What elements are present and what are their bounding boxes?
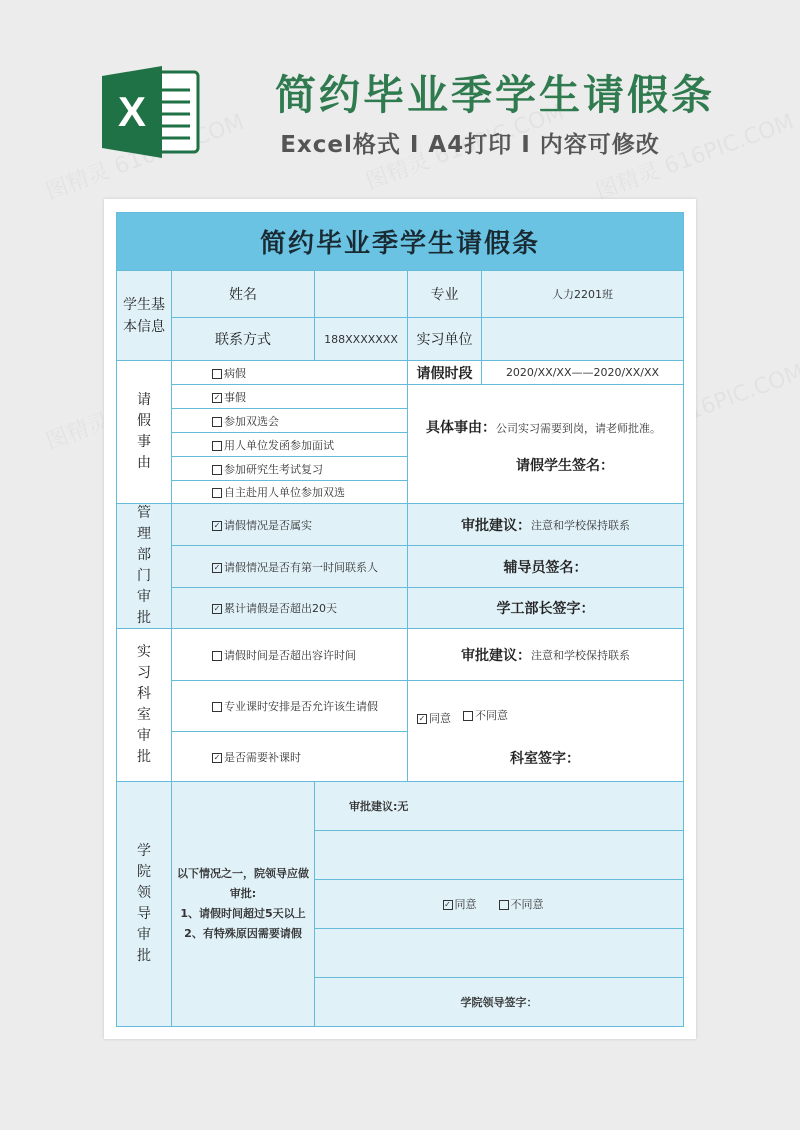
counselor-signature[interactable]: 辅导员签名：: [407, 545, 684, 588]
checkbox-icon[interactable]: [212, 441, 222, 451]
college-blank-row: [314, 830, 684, 880]
detail-reason-value[interactable]: 公司实习需要到岗，请老师批准。: [496, 422, 661, 435]
management-suggest[interactable]: 审批建议： 注意和学校保持联系: [407, 503, 684, 546]
basic-info-section-label: 学生基本信息: [116, 270, 172, 361]
office-options: [417, 705, 520, 726]
checkbox-checked-icon[interactable]: ✓: [213, 520, 221, 530]
college-section-label: 学院领导审批: [116, 781, 172, 1027]
name-label: 姓名: [171, 270, 315, 318]
period-field[interactable]: 2020/XX/XX——2020/XX/XX: [481, 360, 684, 385]
contact-field[interactable]: 188XXXXXXX: [314, 317, 408, 361]
major-label: 专业: [407, 270, 482, 318]
checkbox-icon[interactable]: [212, 702, 222, 712]
excel-icon: [102, 66, 202, 158]
page-subtitle: Excel格式 I A4打印 I 内容可修改: [280, 132, 660, 158]
page-title: 简约毕业季学生请假条: [275, 71, 715, 119]
office-check[interactable]: ✓ 是否需要补课时: [171, 731, 408, 782]
management-check[interactable]: ✓ 请假情况是否属实: [171, 503, 408, 546]
checkbox-icon[interactable]: [212, 465, 222, 475]
reason-section-label: 请假事由: [116, 360, 172, 504]
checkbox-icon[interactable]: [499, 900, 509, 910]
checkbox-checked-icon[interactable]: ✓: [213, 752, 221, 762]
disagree-option[interactable]: 不同意: [499, 896, 544, 912]
intern-unit-field[interactable]: [481, 317, 684, 361]
reason-option[interactable]: 参加研究生考试复习: [171, 456, 408, 481]
reason-option[interactable]: 参加双选会: [171, 408, 408, 433]
contact-label: 联系方式: [171, 317, 315, 361]
reason-option[interactable]: 自主赴用人单位参加双选: [171, 480, 408, 504]
checkbox-checked-icon[interactable]: ✓: [418, 714, 426, 723]
name-field[interactable]: [314, 270, 408, 318]
dept-head-signature[interactable]: 学工部长签字：: [407, 587, 684, 629]
management-section-label: 管理部门审批: [116, 503, 172, 629]
form-title: 简约毕业季学生请假条: [116, 212, 684, 271]
college-options: [314, 879, 684, 929]
office-section-label: 实习科室审批: [116, 628, 172, 782]
management-check[interactable]: ✓ 累计请假是否超出20天: [171, 587, 408, 629]
checkbox-icon[interactable]: [212, 369, 222, 379]
checkbox-icon[interactable]: [212, 651, 222, 661]
checkbox-checked-icon[interactable]: ✓: [213, 392, 221, 402]
office-check[interactable]: 专业课时安排是否允许该生请假: [171, 680, 408, 732]
disagree-option[interactable]: 不同意: [463, 707, 508, 723]
reason-option[interactable]: ✓ 事假: [171, 384, 408, 409]
intern-unit-label: 实习单位: [407, 317, 482, 361]
detail-reason: 具体事由：公司实习需要到岗，请老师批准。: [426, 420, 661, 436]
checkbox-icon[interactable]: [212, 488, 222, 498]
office-check[interactable]: 请假时间是否超出容许时间: [171, 628, 408, 681]
college-blank-row: [314, 928, 684, 978]
period-label: 请假时段: [407, 360, 482, 385]
agree-option[interactable]: ✓ 同意: [444, 898, 477, 911]
student-signature[interactable]: 请假学生签名：: [516, 458, 614, 474]
checkbox-checked-icon[interactable]: ✓: [213, 562, 221, 572]
agree-option[interactable]: ✓ 同意: [418, 712, 451, 725]
major-field[interactable]: 人力2201班: [481, 270, 684, 318]
checkbox-checked-icon[interactable]: ✓: [213, 604, 221, 613]
college-suggest[interactable]: 审批建议:无: [314, 781, 684, 831]
management-check[interactable]: ✓ 请假情况是否有第一时间联系人: [171, 545, 408, 588]
reason-option[interactable]: 用人单位发函参加面试: [171, 432, 408, 457]
college-signature[interactable]: 学院领导签字：: [314, 977, 684, 1027]
checkbox-icon[interactable]: [212, 417, 222, 427]
college-approval-note: 以下情况之一，院领导应做审批: 1、请假时间超过5天以上 2、有特殊原因需要请假: [171, 781, 315, 1027]
office-signature[interactable]: 科室签字：: [510, 751, 580, 767]
excel-icon-letter: X: [117, 88, 147, 135]
checkbox-icon[interactable]: [463, 711, 473, 721]
reason-option[interactable]: 病假: [171, 360, 408, 385]
detail-reason-box: [407, 384, 684, 504]
office-suggest[interactable]: 审批建议： 注意和学校保持联系: [407, 628, 684, 681]
checkbox-checked-icon[interactable]: ✓: [444, 900, 451, 909]
